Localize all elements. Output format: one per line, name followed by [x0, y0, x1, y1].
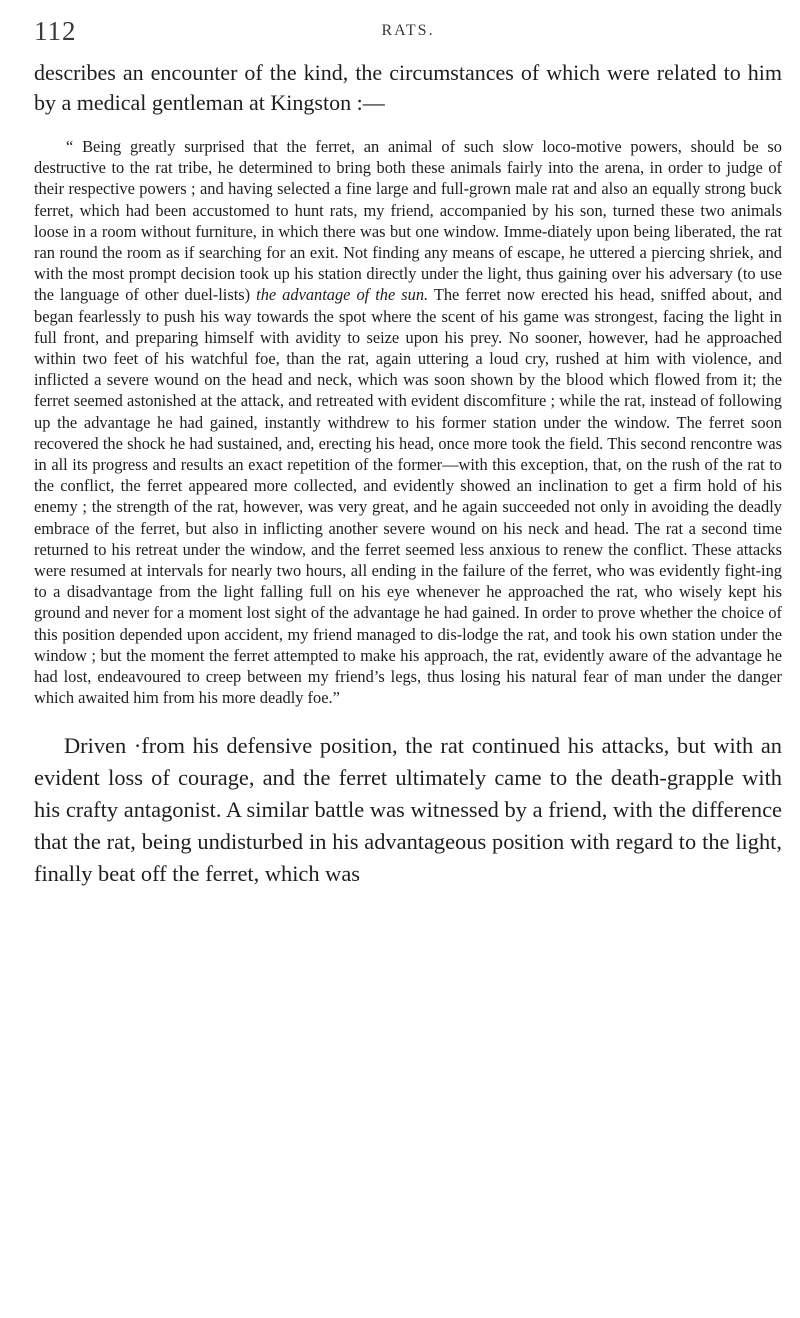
book-page: [34, 14, 782, 890]
quoted-account: [34, 136, 782, 708]
closing-paragraph: Driven ·from his defensive position, the rat continued his attacks, but with an evident loss of courage, and the ferret ultimately came to the death-grapple with his crafty antagonist. A similar battle was witnessed by a friend, with the difference that the rat, being undisturbed in his advantageous position with regard to the light, finally beat off the ferret, which was: [34, 733, 782, 887]
quote-text-part1: “ Being greatly surprised that the ferret, an animal of such slow loco-motive powers, should be so destructive to the rat tribe, he determined to bring both these animals fairly into the arena, in order to judge of their respective powers ; and having selected a fine large and full-grown male rat and also an equally strong buck ferret, which had been accustomed to hunt rats, my friend, accompanied by his son, turned these two animals loose in a room without furniture, in which there was but one window. Imme-diately upon being liberated, the rat ran round the room as if searching for an exit. Not finding any means of escape, he uttered a piercing shriek, and with the most prompt decision took up his station directly under the light, thus gaining over his adversary (to use the language of other duel-lists): [34, 137, 782, 305]
quote-emphasis: the advantage of the sun.: [256, 285, 429, 305]
quote-text-part2: The ferret now erected his head, sniffed about, and began fearlessly to push his way towards the spot where the scent of his game was strongest, facing the light in full front, and preparing himself with avidity to seize upon his prey. No sooner, however, had he approached within two feet of his watchful foe, than the rat, again uttering a loud cry, rushed at him with violence, and inflicted a severe wound on the head and neck, which was soon shown by the blood which flowed from it; the ferret seemed astonished at the attack, and retreated with evident discomfiture ; while the rat, instead of following up the advantage he had gained, instantly withdrew to his former station under the window. The ferret soon recovered the shock he had sustained, and, erecting his head, once more took the field. This second rencontre was in all its progress and results an exact repetition of the former—with this exception, that, on the rush of the rat to the conflict, the ferret appeared more collected, and evidently showed an inclination to get a firm hold of his enemy ; the strength of the rat, however, was very great, and he again succeeded not only in avoiding the deadly embrace of the ferret, but also in inflicting another severe wound on his neck and head. The rat a second time returned to his retreat under the window, and the ferret seemed less anxious to renew the conflict. These attacks were resumed at intervals for nearly two hours, all ending in the failure of the ferret, who was evidently fight-ing to a disadvantage from the light falling full on his eye whenever he approached the rat, who wisely kept his ground and never for a moment lost sight of the advantage he had gained. In order to prove whether the choice of this position depended upon accident, my friend managed to dis-lodge the rat, and took his own station under the window ; but the moment the ferret attempted to make his approach, the rat, evidently aware of the advantage he had lost, endeavoured to creep between my friend’s legs, thus losing his natural fear of man under the danger which awaited him from his more deadly foe.”: [34, 285, 782, 708]
page-number: 112: [34, 16, 77, 46]
lead-paragraph: describes an encounter of the kind, the circumstances of which were related to him by a medical gentleman at Kingston :—: [34, 60, 782, 115]
page-header: [34, 14, 782, 58]
running-title: RATS.: [381, 22, 435, 39]
